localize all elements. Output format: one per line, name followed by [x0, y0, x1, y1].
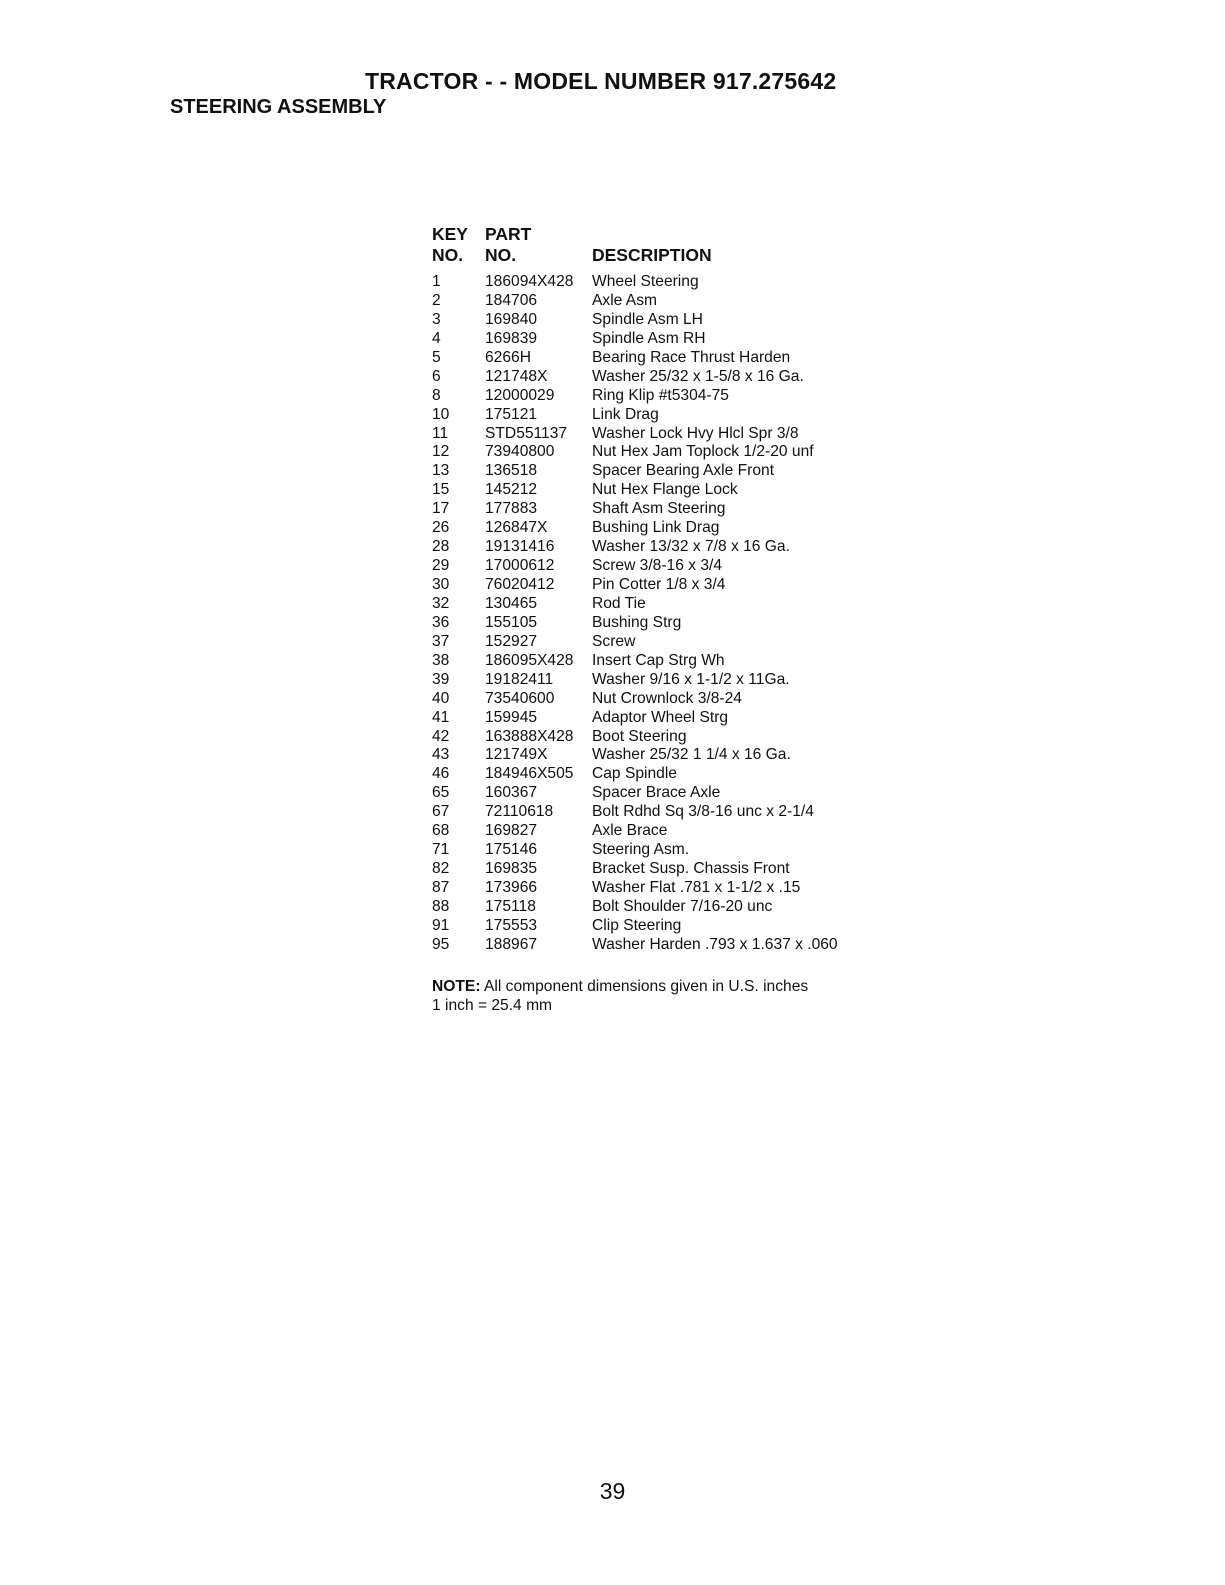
description-header: DESCRIPTION: [592, 245, 712, 265]
key-no-cell: 37: [432, 632, 450, 650]
part-no-cell: 19131416: [485, 538, 555, 556]
part-no-cell: 186094X428: [485, 273, 574, 290]
part-no-cell: 169840: [485, 310, 538, 328]
part-header-line1: PART: [485, 224, 532, 244]
part-no-cell: 175118: [485, 897, 536, 915]
section-title: STEERING ASSEMBLY: [170, 96, 387, 118]
part-no-cell: 173966: [485, 879, 538, 896]
description-cell: Washer 9/16 x 1-1/2 x 11Ga.: [592, 670, 790, 688]
description-cell: Screw 3/8-16 x 3/4: [592, 557, 723, 575]
key-no-cell: 30: [432, 576, 450, 593]
description-cell: Pin Cotter 1/8 x 3/4: [592, 576, 726, 593]
description-cell: Axle Asm: [592, 291, 657, 309]
part-no-cell: 160367: [485, 784, 538, 802]
part-no-cell: 175146: [485, 841, 538, 859]
part-no-cell: 6266H: [485, 348, 531, 366]
description-cell: Washer Flat .781 x 1-1/2 x .15: [592, 879, 801, 896]
key-no-cell: 38: [432, 651, 450, 669]
part-no-cell: 163888X428: [485, 727, 574, 745]
key-no-cell: 8: [432, 386, 441, 404]
description-cell: Bolt Shoulder 7/16-20 unc: [592, 897, 773, 915]
description-cell: Bearing Race Thrust Harden: [592, 348, 791, 366]
description-cell: Boot Steering: [592, 727, 687, 745]
key-no-cell: 40: [432, 689, 450, 707]
key-no-cell: 2: [432, 291, 441, 309]
key-no-cell: 26: [432, 519, 450, 537]
key-no-cell: 15: [432, 481, 450, 499]
key-no-cell: 36: [432, 613, 450, 631]
note-line2: 1 inch = 25.4 mm: [432, 997, 553, 1014]
description-cell: Spacer Bearing Axle Front: [592, 462, 775, 480]
part-no-cell: 169839: [485, 329, 538, 347]
part-no-cell: 121749X: [485, 746, 548, 764]
description-cell: Washer 25/32 1 1/4 x 16 Ga.: [592, 746, 791, 764]
key-no-cell: 5: [432, 348, 441, 366]
description-cell: Spindle Asm LH: [592, 310, 703, 328]
key-no-cell: 12: [432, 443, 450, 461]
note-text: All component dimensions given in U.S. inches: [480, 978, 809, 995]
description-cell: Nut Hex Jam Toplock 1/2-20 unf: [592, 443, 814, 461]
description-cell: Clip Steering: [592, 916, 682, 934]
part-no-cell: 136518: [485, 462, 538, 480]
key-no-cell: 95: [432, 935, 450, 953]
description-cell: Washer Lock Hvy Hlcl Spr 3/8: [592, 424, 799, 442]
part-no-cell: 19182411: [485, 670, 554, 688]
part-no-cell: 126847X: [485, 519, 548, 537]
key-no-cell: 91: [432, 916, 450, 934]
key-no-cell: 4: [432, 329, 441, 347]
part-no-cell: 76020412: [485, 576, 555, 593]
description-cell: Shaft Asm Steering: [592, 500, 726, 518]
part-no-cell: 188967: [485, 935, 538, 953]
description-cell: Axle Brace: [592, 822, 668, 840]
description-cell: Nut Hex Flange Lock: [592, 481, 738, 499]
description-cell: Bracket Susp. Chassis Front: [592, 860, 790, 878]
description-cell: Washer 25/32 x 1-5/8 x 16 Ga.: [592, 367, 804, 385]
part-no-cell: 184706: [485, 291, 538, 309]
key-no-cell: 32: [432, 594, 450, 612]
key-no-cell: 29: [432, 557, 450, 575]
key-no-cell: 11: [432, 424, 449, 442]
key-header-line2: NO.: [432, 245, 464, 265]
description-cell: Screw: [592, 632, 636, 650]
description-cell: Steering Asm.: [592, 841, 690, 859]
key-no-cell: 46: [432, 765, 450, 783]
key-no-cell: 87: [432, 879, 450, 896]
description-cell: Insert Cap Strg Wh: [592, 651, 725, 669]
description-cell: Washer Harden .793 x 1.637 x .060: [592, 935, 838, 953]
note: [432, 977, 808, 1015]
key-no-cell: 1: [432, 273, 441, 290]
description-cell: Spindle Asm RH: [592, 329, 706, 347]
part-no-cell: 152927: [485, 632, 538, 650]
description-cell: Bushing Link Drag: [592, 519, 720, 537]
part-no-cell: 72110618: [485, 803, 554, 821]
key-no-cell: 13: [432, 462, 450, 480]
key-no-cell: 71: [432, 841, 450, 859]
part-no-cell: STD551137: [485, 424, 568, 442]
description-cell: Bushing Strg: [592, 613, 682, 631]
part-no-cell: 155105: [485, 613, 538, 631]
part-no-cell: 159945: [485, 708, 538, 726]
key-no-cell: 42: [432, 727, 450, 745]
part-no-cell: 175553: [485, 916, 538, 934]
part-no-cell: 184946X505: [485, 765, 574, 783]
part-no-cell: 17000612: [485, 557, 555, 575]
part-no-cell: 12000029: [485, 386, 555, 404]
key-no-cell: 67: [432, 803, 450, 821]
part-no-cell: 145212: [485, 481, 538, 499]
key-no-cell: 41: [432, 708, 450, 726]
key-no-cell: 3: [432, 310, 441, 328]
key-no-cell: 82: [432, 860, 450, 878]
part-no-cell: 169835: [485, 860, 538, 878]
key-no-cell: 28: [432, 538, 450, 556]
description-cell: Link Drag: [592, 405, 659, 423]
page-number: 39: [599, 1478, 626, 1504]
description-cell: Adaptor Wheel Strg: [592, 708, 729, 726]
key-no-cell: 68: [432, 822, 450, 840]
part-header-line2: NO.: [485, 245, 517, 265]
description-cell: Ring Klip #t5304-75: [592, 386, 729, 404]
part-no-cell: 186095X428: [485, 651, 574, 669]
key-no-cell: 39: [432, 670, 450, 688]
part-no-cell: 175121: [485, 405, 538, 423]
key-header-line1: KEY: [432, 224, 468, 244]
part-no-cell: 177883: [485, 500, 538, 518]
description-cell: Spacer Brace Axle: [592, 784, 721, 802]
description-cell: Washer 13/32 x 7/8 x 16 Ga.: [592, 538, 790, 556]
key-no-cell: 88: [432, 897, 450, 915]
description-cell: Cap Spindle: [592, 765, 677, 783]
part-no-cell: 169827: [485, 822, 538, 840]
note-label: NOTE:: [432, 978, 481, 995]
key-no-cell: 6: [432, 367, 441, 385]
part-no-cell: 73940800: [485, 443, 555, 461]
key-no-cell: 17: [432, 500, 450, 518]
description-cell: Rod Tie: [592, 594, 646, 612]
description-cell: Wheel Steering: [592, 273, 699, 290]
key-no-cell: 65: [432, 784, 450, 802]
description-cell: Nut Crownlock 3/8-24: [592, 689, 742, 707]
description-cell: Bolt Rdhd Sq 3/8-16 unc x 2-1/4: [592, 803, 814, 821]
key-no-cell: 43: [432, 746, 450, 764]
part-no-cell: 73540600: [485, 689, 555, 707]
part-no-cell: 121748X: [485, 367, 548, 385]
page-title: TRACTOR - - MODEL NUMBER 917.275642: [365, 68, 837, 94]
part-no-cell: 130465: [485, 594, 538, 612]
note-line1: [432, 977, 808, 996]
key-no-cell: 10: [432, 405, 450, 423]
